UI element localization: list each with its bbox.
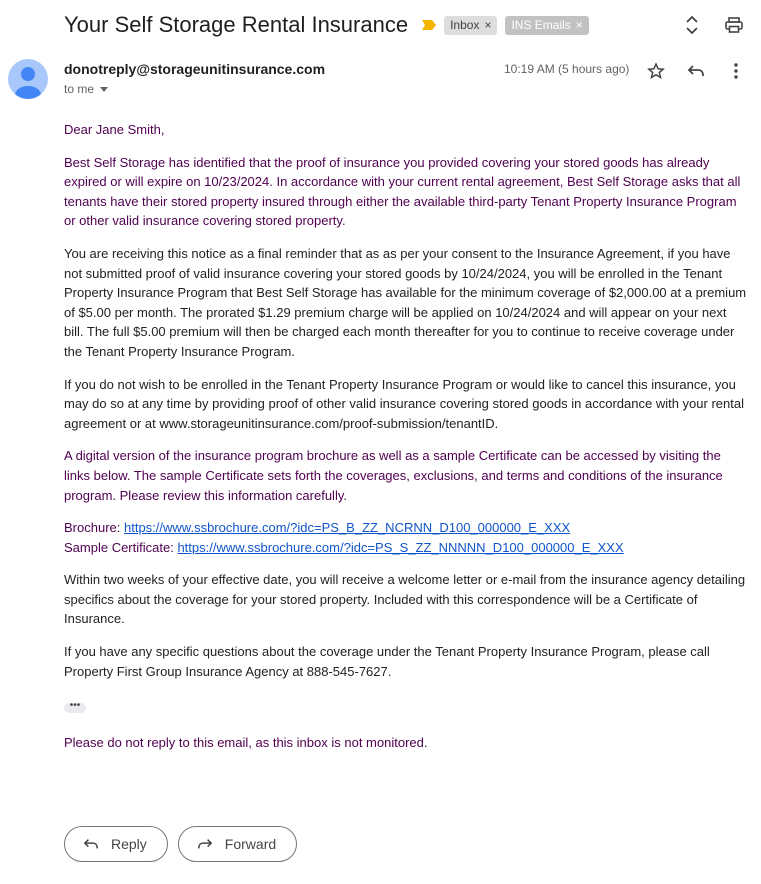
expand-collapse-icon[interactable] [681,14,703,36]
label-inbox-remove-icon[interactable]: × [484,18,492,32]
paragraph-contact: If you have any specific questions about the coverage under the Tenant Property Insurance Program, please call Property First Group Insurance Agency at 888-545-7627. [64,644,710,679]
more-vert-icon[interactable] [725,60,747,82]
certificate-link[interactable]: https://www.ssbrochure.com/?idc=PS_S_ZZ_NNNNN_D100_000000_E_XXX [177,539,624,555]
footer-note: Please do not reply to this email, as this inbox is not monitored. [64,735,428,751]
forward-button-label: Forward [224,836,277,852]
subject-row [64,10,589,40]
reply-button[interactable] [64,826,168,862]
important-marker-icon[interactable] [422,20,436,30]
timestamp: 10:19 AM (5 hours ago) [504,62,630,76]
person-avatar-icon [8,59,48,99]
recipient-details[interactable] [64,82,108,96]
paragraph-welcome-letter: Within two weeks of your effective date, you will receive a welcome letter or e-mail from the insurance agency detailing specifics about the coverage for your stored property. Included with this correspondence will be a Certificate of Insurance. [64,572,746,627]
email-body [64,120,748,766]
chevron-down-icon[interactable] [100,87,108,92]
reply-actions [64,826,297,862]
paragraph-cancel-info: If you do not wish to be enrolled in the Tenant Property Insurance Program or would like to cancel this insurance, you may do so at any time by providing proof of other valid insurance covering stored goods in accordance with your rental agreement or at www.storageunitinsurance.com/proof-submission/tenantID. [64,376,744,431]
paragraph-final-reminder: You are receiving this notice as a final reminder that as as per your consent to the Insurance Agreement, if you have not submitted proof of valid insurance covering your stored goods by 10/24/2024, you will be enrolled in the Tenant Property Insurance Program that Best Self Storage has available for the minimum coverage of $2,000.00 at a premium of $5.00 per month. The prorated $1.29 premium charge will be applied on 10/24/2024 and will appear on your next bill. The full $5.00 premium will then be charged each month thereafter for you to continue to receive coverage under the Tenant Property Insurance Program. [64,245,747,359]
brochure-link[interactable]: https://www.ssbrochure.com/?idc=PS_B_ZZ_NCRNN_D100_000000_E_XXX [123,520,571,536]
thread-toolbar [681,14,745,36]
print-icon[interactable] [723,14,745,36]
message-actions [645,60,747,82]
reply-button-label: Reply [111,836,147,852]
paragraph-expiry-notice: Best Self Storage has identified that the proof of insurance you provided covering your stored goods has already expired or will expire on 10/23/2024. In accordance with your current rental agreement, Best Self Storage asks that all tenants have their stored property insured through either the available third-party Tenant Property Insurance Program or other valid insurance covering stored property. [64,154,741,229]
recipient-text: to me [64,82,95,96]
certificate-label: Sample Certificate: [64,539,178,555]
label-inbox [444,16,497,35]
label-ins-emails-text: INS Emails [511,18,571,32]
email-subject: Your Self Storage Rental Insurance [64,12,409,37]
greeting: Dear Jane Smith, [64,122,165,137]
show-trimmed-content-button[interactable]: ••• [64,703,86,713]
links-block [64,518,748,557]
brochure-label: Brochure: [64,520,124,536]
star-icon[interactable] [645,60,667,82]
label-inbox-text: Inbox [450,18,480,32]
label-ins-emails [505,16,588,35]
forward-button[interactable] [178,826,297,862]
forward-arrow-icon [197,837,213,851]
paragraph-brochure-info: A digital version of the insurance program brochure as well as a sample Certificate can be accessed by visiting the links below. The sample Certificate sets forth the coverages, exclusions, and terms and conditions of the insurance program. Please review this information carefully. [64,448,723,503]
label-ins-emails-remove-icon[interactable]: × [575,18,583,32]
reply-arrow-icon [83,837,99,851]
reply-icon[interactable] [685,60,707,82]
sender-address[interactable]: donotreply@storageunitinsurance.com [64,61,326,77]
